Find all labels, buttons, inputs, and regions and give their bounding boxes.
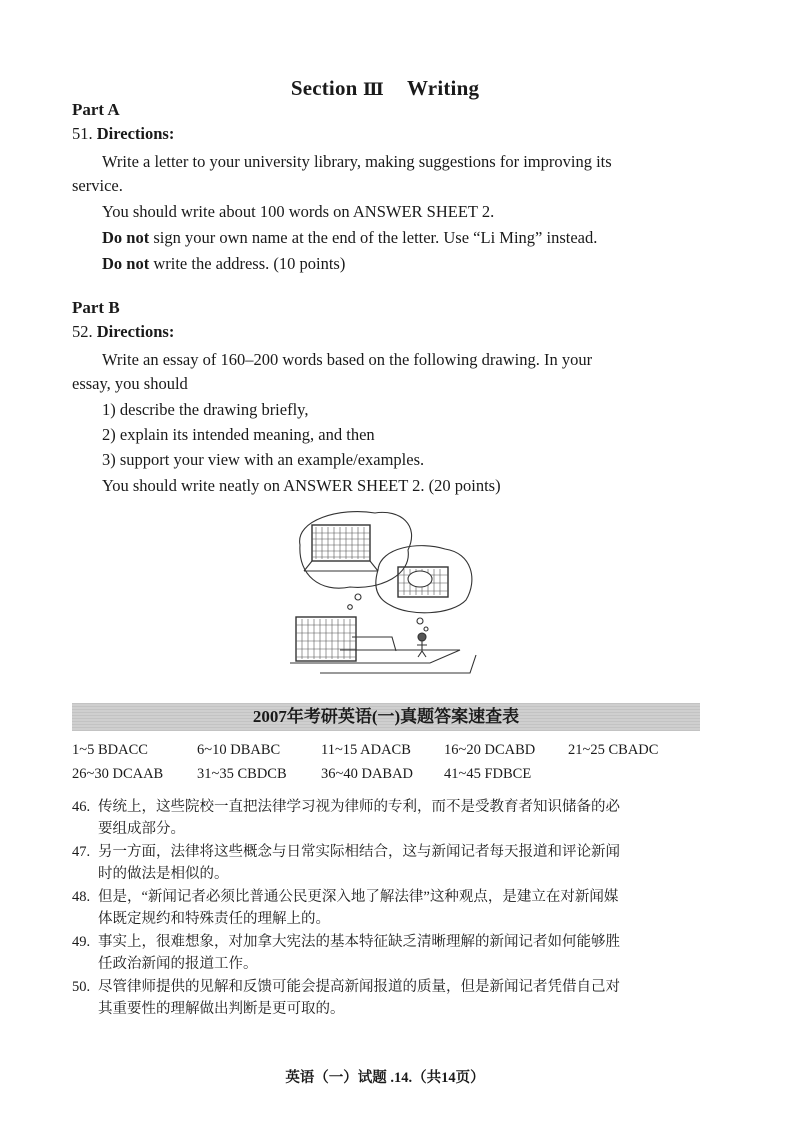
translation-line-1: 但是，“新闻记者必须比普通公民更深入地了解法律”这种观点，是建立在对新闻媒 bbox=[98, 889, 619, 905]
answer-group: 36~40 DABAD bbox=[321, 766, 414, 782]
translation-line-2: 时的做法是相似的。 bbox=[98, 866, 229, 882]
do-not-emphasis: Do not bbox=[102, 228, 150, 247]
part-b-paragraph-1-line-2: essay, you should bbox=[72, 374, 188, 393]
translation-number: 48. bbox=[72, 889, 91, 905]
directions-label: Directions: bbox=[96, 322, 175, 341]
part-b-heading: Part B bbox=[72, 298, 120, 317]
section-numeral: Ⅲ bbox=[363, 80, 384, 99]
answer-group: 41~45 FDBCE bbox=[444, 766, 532, 782]
translation-number: 47. bbox=[72, 844, 91, 860]
answer-group: 31~35 CBDCB bbox=[197, 766, 287, 782]
part-a-heading: Part A bbox=[72, 100, 120, 119]
translation-line-1: 传统上，这些院校一直把法律学习视为律师的专利，而不是受教育者知识储备的必 bbox=[98, 799, 620, 815]
part-a-paragraph-4-text: write the address. (10 points) bbox=[149, 254, 346, 273]
part-a-paragraph-3-text: sign your own name at the end of the letter. Use “Li Ming” instead. bbox=[149, 228, 598, 247]
question-52-directions bbox=[72, 322, 174, 342]
translation-number: 49. bbox=[72, 934, 91, 950]
answer-group: 16~20 DCABD bbox=[444, 742, 536, 758]
section-title bbox=[0, 76, 770, 101]
directions-label: Directions: bbox=[96, 124, 175, 143]
part-b-list-item-3: 3) support your view with an example/examples. bbox=[102, 450, 425, 469]
answer-group: 1~5 BDACC bbox=[72, 742, 148, 758]
part-a-paragraph-1-line-2: service. bbox=[72, 176, 123, 195]
translation-line-1: 尽管律师提供的见解和反馈可能会提高新闻报道的质量，但是新闻记者凭借自己对 bbox=[98, 979, 620, 995]
translation-line-2: 任政治新闻的报道工作。 bbox=[98, 956, 258, 972]
answer-group: 26~30 DCAAB bbox=[72, 766, 164, 782]
do-not-emphasis: Do not bbox=[102, 254, 150, 273]
page-footer: 英语（一）试题 .14.（共14页） bbox=[285, 1070, 485, 1086]
part-b-paragraph-1-line-1: Write an essay of 160–200 words based on the following drawing. In your bbox=[102, 350, 593, 369]
translation-46 bbox=[72, 796, 702, 840]
cartoon-drawing bbox=[280, 505, 480, 680]
translation-number: 46. bbox=[72, 799, 91, 815]
question-number: 52. bbox=[72, 322, 93, 341]
translation-47 bbox=[72, 841, 702, 885]
part-b-list-item-1: 1) describe the drawing briefly, bbox=[102, 400, 309, 419]
question-51-directions bbox=[72, 124, 174, 144]
part-b-paragraph-last: You should write neatly on ANSWER SHEET 2. (20 points) bbox=[102, 476, 501, 495]
answer-group: 6~10 DBABC bbox=[197, 742, 281, 758]
section-title-word: Section bbox=[290, 76, 358, 100]
translation-line-2: 其重要性的理解做出判断是更可取的。 bbox=[98, 1001, 345, 1017]
part-a-paragraph-4 bbox=[102, 254, 345, 274]
translation-line-2: 体既定规约和特殊责任的理解上的。 bbox=[98, 911, 330, 927]
translation-line-1: 事实上，很难想象，对加拿大宪法的基本特征缺乏清晰理解的新闻记者如何能够胜 bbox=[98, 934, 620, 950]
answer-group: 21~25 CBADC bbox=[568, 742, 659, 758]
translation-49 bbox=[72, 931, 702, 975]
question-number: 51. bbox=[72, 124, 93, 143]
translation-line-2: 要组成部分。 bbox=[98, 821, 185, 837]
section-title-subject: Writing bbox=[406, 76, 480, 100]
translation-50 bbox=[72, 976, 702, 1020]
part-b-list-item-2: 2) explain its intended meaning, and then bbox=[102, 425, 375, 444]
part-a-paragraph-3 bbox=[102, 228, 597, 248]
answer-group: 11~15 ADACB bbox=[321, 742, 411, 758]
translation-number: 50. bbox=[72, 979, 91, 995]
answer-key-banner: 2007年考研英语(一)真题答案速查表 bbox=[72, 703, 700, 731]
translation-48 bbox=[72, 886, 702, 930]
translation-line-1: 另一方面，法律将这些概念与日常实际相结合，这与新闻记者每天报道和评论新闻 bbox=[98, 844, 620, 860]
part-a-paragraph-2: You should write about 100 words on ANSWER SHEET 2. bbox=[102, 202, 495, 221]
part-a-paragraph-1-line-1: Write a letter to your university library, making suggestions for improving its bbox=[102, 152, 612, 171]
